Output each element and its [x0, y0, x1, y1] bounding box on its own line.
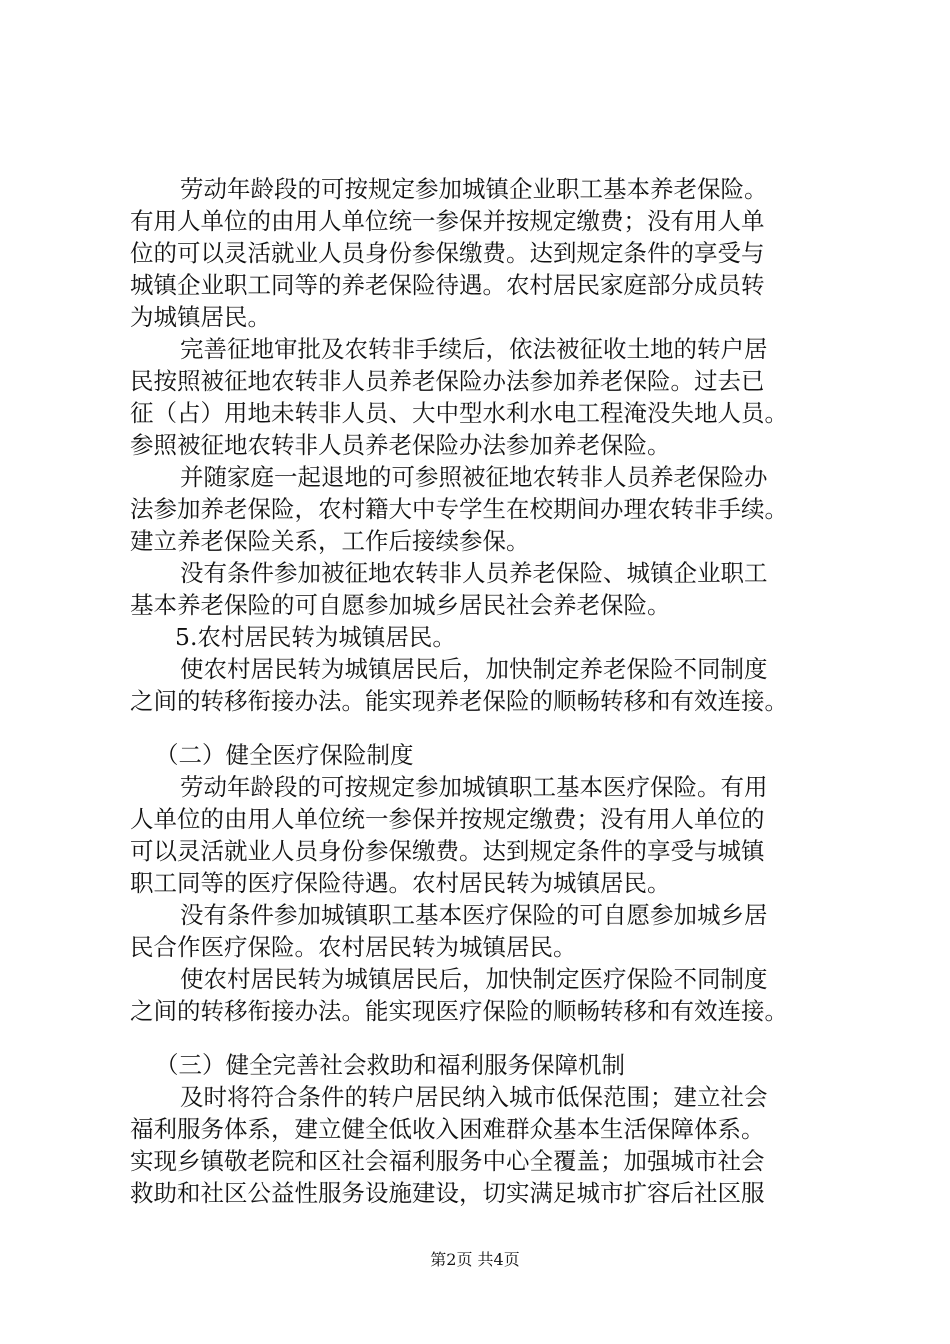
text-line: 民按照被征地农转非人员养老保险办法参加养老保险。过去已 — [130, 367, 765, 395]
text-line: 可以灵活就业人员身份参保缴费。达到规定条件的享受与城镇 — [130, 837, 765, 865]
text-line: 完善征地审批及农转非手续后，依法被征收土地的转户居 — [180, 335, 768, 363]
text-line: 实现乡镇敬老院和区社会福利服务中心全覆盖；加强城市社会 — [130, 1147, 765, 1175]
text-line: 法参加养老保险，农村籍大中专学生在校期间办理农转非手续。 — [130, 495, 788, 523]
text-line: 基本养老保险的可自愿参加城乡居民社会养老保险。 — [130, 591, 671, 619]
text-line: 位的可以灵活就业人员身份参保缴费。达到规定条件的享受与 — [130, 239, 765, 267]
text-line: 并随家庭一起退地的可参照被征地农转非人员养老保险办 — [180, 463, 768, 491]
text-line: 征（占）用地未转非人员、大中型水利水电工程淹没失地人员。 — [130, 399, 788, 427]
text-line: 职工同等的医疗保险待遇。农村居民转为城镇居民。 — [130, 869, 671, 897]
text-line: 没有条件参加城镇职工基本医疗保险的可自愿参加城乡居 — [180, 901, 768, 929]
text-line: 使农村居民转为城镇居民后，加快制定养老保险不同制度 — [180, 655, 768, 683]
text-line: 劳动年龄段的可按规定参加城镇职工基本医疗保险。有用 — [180, 773, 768, 801]
text-line: 福利服务体系，建立健全低收入困难群众基本生活保障体系。 — [130, 1115, 765, 1143]
section-heading: （三）健全完善社会救助和福利服务保障机制 — [155, 1051, 625, 1079]
page-number-footer: 第2页 共4页 — [430, 1250, 520, 1269]
text-line: 民合作医疗保险。农村居民转为城镇居民。 — [130, 933, 577, 961]
text-line: 有用人单位的由用人单位统一参保并按规定缴费；没有用人单 — [130, 207, 765, 235]
section-heading: （二）健全医疗保险制度 — [155, 741, 414, 769]
text-line: 及时将符合条件的转户居民纳入城市低保范围；建立社会 — [180, 1083, 768, 1111]
text-line: 劳动年龄段的可按规定参加城镇企业职工基本养老保险。 — [180, 175, 768, 203]
text-line: 人单位的由用人单位统一参保并按规定缴费；没有用人单位的 — [130, 805, 765, 833]
text-line: 没有条件参加被征地农转非人员养老保险、城镇企业职工 — [180, 559, 768, 587]
text-line: 救助和社区公益性服务设施建设，切实满足城市扩容后社区服 — [130, 1179, 765, 1207]
text-line: 之间的转移衔接办法。能实现医疗保险的顺畅转移和有效连接。 — [130, 997, 788, 1025]
text-line: 之间的转移衔接办法。能实现养老保险的顺畅转移和有效连接。 — [130, 687, 788, 715]
text-line: 5.农村居民转为城镇居民。 — [175, 623, 456, 651]
text-line: 参照被征地农转非人员养老保险办法参加养老保险。 — [130, 431, 671, 459]
text-line: 使农村居民转为城镇居民后，加快制定医疗保险不同制度 — [180, 965, 768, 993]
text-line: 建立养老保险关系，工作后接续参保。 — [130, 527, 530, 555]
text-line: 城镇企业职工同等的养老保险待遇。农村居民家庭部分成员转 — [130, 271, 765, 299]
text-line: 为城镇居民。 — [130, 303, 271, 331]
